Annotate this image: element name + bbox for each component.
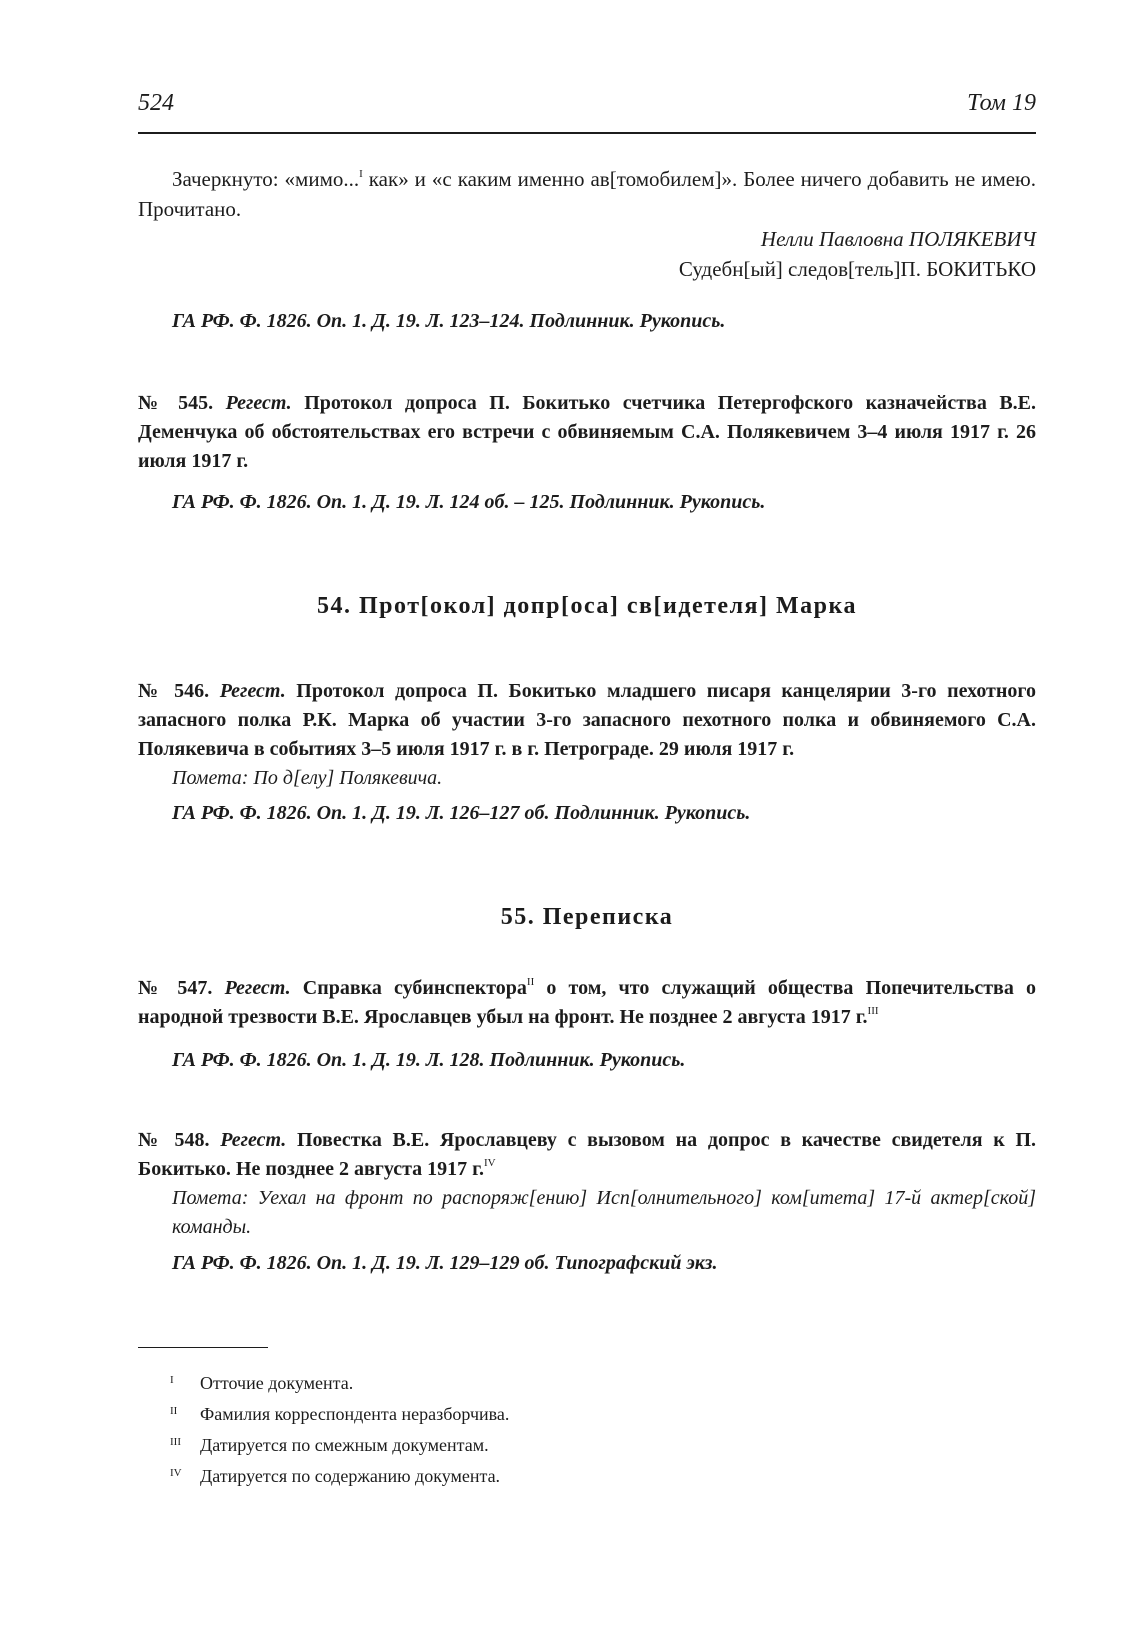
footnote-marker: I [170, 1374, 174, 1386]
crossed-out-note-paragraph [138, 164, 1036, 224]
archive-source-545: ГА РФ. Ф. 1826. Оп. 1. Д. 19. Л. 124 об. – 125. Подлинник. Рукопись. [172, 491, 766, 513]
regest-label: Регест. [219, 680, 286, 702]
regest-text-continued: о том, что служащий общества Попечительства о народной трезвости В.Е. Ярославцев убыл на фронт. Не позднее 2 августа 1917 г. [138, 977, 1036, 1028]
paragraph-text-end: как» и «с каким именно ав[томобилем]». Более ничего добавить не имею. Прочитано. [138, 167, 1036, 221]
regest-label: Регест. [224, 977, 291, 999]
footnote-text: Датируется по смежным документам. [200, 1435, 489, 1455]
regest-text: Протокол допроса П. Бокитько младшего писаря канцелярии 3-го пехотного запасного полка Р.К. Марка об участии 3-го запасного пехотного полка и обвиняемого С.А. Полякевича в событиях 3–5 июля 1917 г. в г. Петрограде. 29 июля 1917 г. [138, 680, 1036, 760]
footnote-1 [170, 1373, 353, 1394]
footnote-marker: II [170, 1405, 178, 1417]
archive-source-1: ГА РФ. Ф. 1826. Оп. 1. Д. 19. Л. 123–124. Подлинник. Рукопись. [172, 310, 726, 332]
footnote-separator [138, 1347, 268, 1348]
footnote-text: Датируется по содержанию документа. [200, 1466, 501, 1486]
footnote-ref: IV [484, 1157, 496, 1169]
document-mark: Помета: По д[елу] Полякевича. [172, 767, 443, 789]
document-number: № 548. [138, 1129, 210, 1151]
footnote-ref: I [359, 168, 363, 180]
footnote-2 [170, 1404, 509, 1425]
document-mark: Помета: Уехал на фронт по распоряж[ению] Исп[олнительного] ком[итета] 17-й актер[ской] команды. [172, 1187, 1036, 1238]
document-548 [138, 1126, 1036, 1242]
regest-label: Регест. [225, 392, 292, 414]
witness-signature: Нелли Павловна ПОЛЯКЕВИЧ [760, 227, 1036, 251]
document-number: № 546. [138, 680, 210, 702]
volume-label: Том 19 [967, 90, 1036, 116]
footnote-ref: II [526, 976, 535, 988]
running-header [138, 88, 1036, 134]
regest-text: Протокол допроса П. Бокитько счетчика Петергофского казначейства В.Е. Деменчука об обстоятельствах его встречи с обвиняемым С.А. Полякевичем 3–4 июля 1917 г. 26 июля 1917 г. [138, 392, 1037, 472]
footnote-4 [170, 1466, 500, 1487]
regest-text: Справка субинспектора [302, 977, 527, 999]
document-546 [138, 677, 1036, 793]
footnote-marker: IV [170, 1467, 182, 1479]
archive-source-546: ГА РФ. Ф. 1826. Оп. 1. Д. 19. Л. 126–127 об. Подлинник. Рукопись. [172, 802, 751, 824]
section-title-54: 54. Прот[окол] допр[оса] св[идетеля] Марка [317, 593, 857, 619]
footnote-text: Фамилия корреспондента неразборчива. [200, 1404, 510, 1424]
document-number: № 547. [138, 977, 213, 999]
page-number: 524 [138, 90, 174, 116]
regest-text: Повестка В.Е. Ярославцеву с вызовом на допрос в качестве свидетеля к П. Бокитько. Не позднее 2 августа 1917 г. [138, 1129, 1036, 1180]
regest-label: Регест. [220, 1129, 287, 1151]
document-number: № 545. [138, 392, 214, 414]
footnote-text: Отточие документа. [200, 1373, 354, 1393]
footnote-marker: III [170, 1436, 181, 1448]
archive-source-548: ГА РФ. Ф. 1826. Оп. 1. Д. 19. Л. 129–129 об. Типографский экз. [172, 1252, 718, 1274]
footnote-ref: III [867, 1005, 879, 1017]
document-545 [138, 389, 1036, 476]
document-547 [138, 974, 1036, 1032]
top-paragraph-block [138, 164, 1036, 284]
investigator-signature: Судебн[ый] следов[тель]П. БОКИТЬКО [678, 257, 1036, 281]
paragraph-text-start: Зачеркнуто: «мимо... [172, 167, 360, 191]
footnote-3 [170, 1435, 489, 1456]
archive-source-547: ГА РФ. Ф. 1826. Оп. 1. Д. 19. Л. 128. Подлинник. Рукопись. [172, 1049, 686, 1071]
section-title-55: 55. Переписка [500, 904, 674, 930]
